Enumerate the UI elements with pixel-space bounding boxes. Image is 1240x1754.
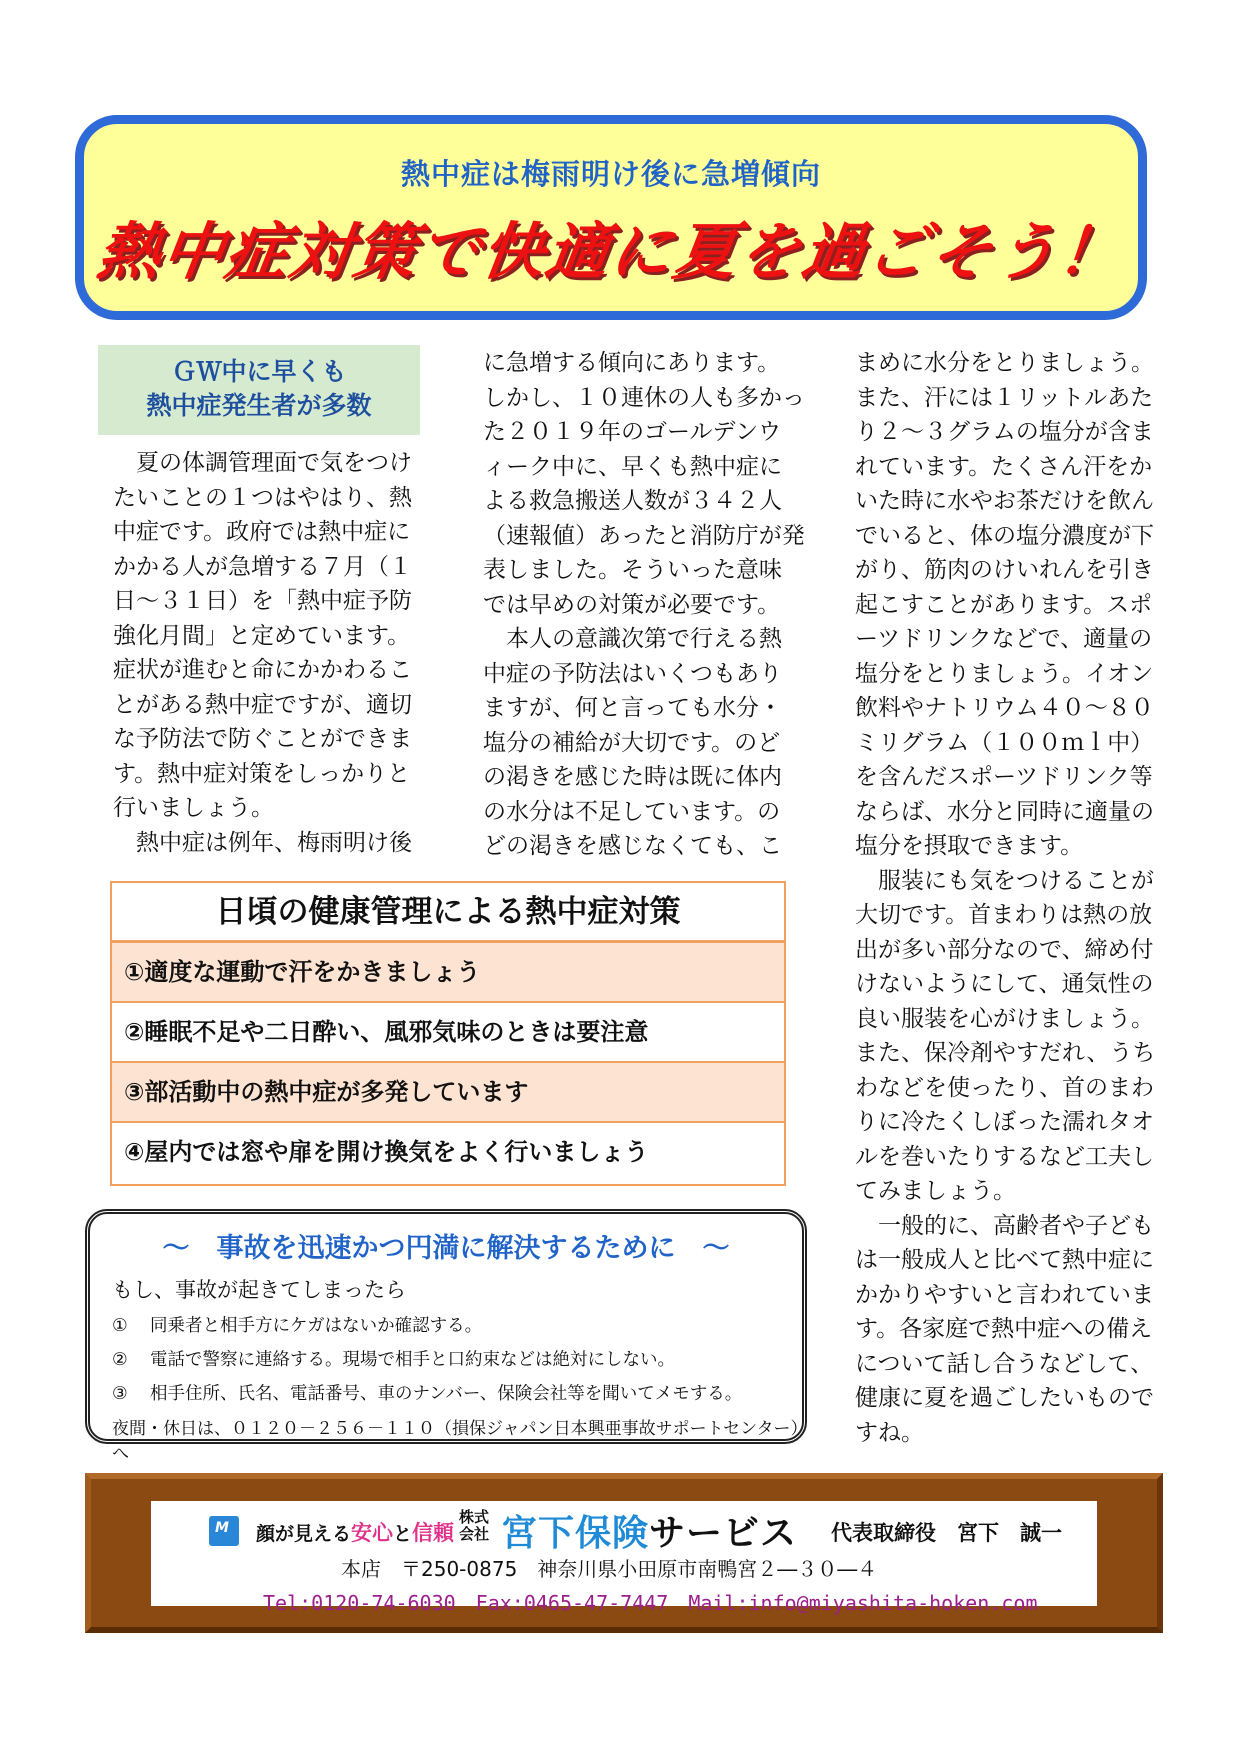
slogan-to: と: [393, 1523, 413, 1545]
article-line: た２０１９年のゴールデンウ: [483, 419, 782, 445]
article-line: けないようにして、通気性の: [855, 971, 1154, 997]
article-line: 一般的に、高齢者や子ども: [855, 1212, 1154, 1239]
article-line: でいると、体の塩分濃度が下: [855, 522, 1154, 549]
section-heading: [98, 345, 420, 435]
company-name-b: サービス: [649, 1513, 798, 1554]
banner-subtitle: 熱中症は梅雨明け後に急増傾向: [400, 157, 821, 191]
article-line: れています。たくさん汗をか: [855, 453, 1153, 480]
accident-step: [112, 1346, 675, 1371]
article-line: 健康に夏を過ごしたいもので: [855, 1385, 1154, 1411]
slogan-shinrai: 信頼: [412, 1521, 455, 1545]
kabushiki-bottom: 会社: [458, 1525, 489, 1543]
article-line: （速報値）あったと消防庁が発: [483, 522, 805, 549]
accident-box: [85, 1209, 807, 1464]
article-line: よる救急搬送人数が３４２人: [483, 488, 782, 514]
article-line: 服装にも気をつけることが: [855, 867, 1154, 894]
article-line: 出が多い部分なので、締め付: [855, 936, 1154, 963]
article-line: 飲料やナトリウム４０～８０: [855, 695, 1154, 721]
article-column-3: [855, 346, 1173, 1450]
article-line: どの渇きを感じなくても、こ: [483, 833, 782, 859]
banner-title: 熱中症対策で快適に夏を過ごそう！: [93, 215, 1128, 288]
article-line: 中症です。政府では熱中症に: [113, 519, 411, 545]
article-line: また、汗には１リットルあた: [855, 384, 1154, 411]
article-line: は一般成人と比べて熱中症に: [855, 1247, 1154, 1273]
accident-step-text: 相手住所、氏名、電話番号、車のナンバー、保険会社等を聞いてメモする。: [150, 1384, 743, 1404]
slogan: [256, 1517, 454, 1547]
article-line: に急増する傾向にあります。: [483, 350, 781, 376]
accident-box-title: ～ 事故を迅速かつ円満に解決するために ～: [162, 1233, 730, 1264]
article-line: ルを巻いたりするなど工夫し: [855, 1143, 1154, 1170]
accident-step: [112, 1380, 742, 1405]
article-line: 起こすことがあります。スポ: [855, 591, 1153, 618]
representative: 代表取締役 宮下 誠一: [831, 1521, 1062, 1545]
accident-box-intro: もし、事故が起きてしまったら: [112, 1278, 406, 1302]
article-line: 症状が進むと命にかかわるこ: [113, 657, 412, 683]
company-logo-icon: M: [209, 1516, 239, 1546]
article-line: について話し合うなどして、: [855, 1350, 1154, 1377]
accident-step-text: 同乗者と相手方にケガはないか確認する。: [150, 1316, 483, 1336]
article-line: 熱中症は例年、梅雨明け後: [113, 829, 412, 856]
header-banner: [75, 115, 1147, 320]
article-line: とがある熱中症ですが、適切: [113, 691, 412, 718]
article-column-1: [113, 446, 431, 860]
article-line: す。熱中症対策をしっかりと: [113, 760, 411, 787]
article-line: の水分は不足しています。の: [483, 798, 781, 825]
article-line: てみましょう。: [855, 1178, 1016, 1204]
company-name-a: 宮下保険: [501, 1513, 650, 1554]
accident-step-number: ②: [112, 1350, 128, 1370]
article-line: ィーク中に、早くも熱中症に: [483, 453, 782, 480]
article-line: 表しました。そういった意味: [483, 557, 782, 583]
article-line: 中症の予防法はいくつもあり: [483, 660, 782, 687]
article-line: りに冷たくしぼった濡れタオ: [855, 1109, 1154, 1135]
article-line: また、保冷剤やすだれ、うち: [855, 1040, 1156, 1066]
article-line: しかし、１０連休の人も多かっ: [483, 384, 805, 411]
article-line: すね。: [855, 1419, 924, 1446]
article-line: ますが、何と言っても水分・: [483, 695, 782, 721]
slogan-pre: 顔が見える: [256, 1523, 352, 1545]
article-line: 強化月間」と定めています。: [113, 622, 411, 649]
health-table-row: ①適度な運動で汗をかきましょう: [112, 943, 784, 1003]
article-line: な予防法で防ぐことができま: [113, 726, 412, 752]
accident-step-number: ①: [112, 1316, 128, 1336]
article-line: 夏の体調管理面で気をつけ: [113, 450, 412, 476]
article-line: す。各家庭で熱中症への備え: [855, 1316, 1153, 1342]
accident-step: [112, 1312, 482, 1337]
article-line: 良い服装を心がけましょう。: [855, 1005, 1154, 1032]
health-table: [110, 881, 786, 1186]
article-line: 塩分の補給が大切です。のど: [483, 729, 781, 756]
footer: [85, 1473, 1163, 1633]
article-column-2: [483, 346, 805, 864]
article-line: の渇きを感じた時は既に体内: [483, 764, 782, 790]
article-line: いた時に水やお茶だけを飲ん: [855, 488, 1154, 514]
accident-note: 夜間・休日は、０１２０－２５６－１１０（損保ジャパン日本興亜事故サポートセンター）へ: [112, 1419, 799, 1464]
article-line: 行いましょう。: [113, 795, 274, 821]
article-line: かかる人が急増する７月（１: [113, 553, 412, 580]
kabushiki-kaisha: [454, 1509, 494, 1543]
article-line: では早めの対策が必要です。: [483, 591, 781, 618]
article-line: 塩分を摂取できます。: [855, 833, 1084, 859]
company-name: [501, 1505, 797, 1556]
kabushiki-top: 株式: [458, 1508, 489, 1526]
health-table-row: ④屋内では窓や扉を開け換気をよく行いましょう: [124, 1138, 649, 1166]
article-line: 日～３１日）を「熱中症予防: [113, 588, 412, 614]
health-table-row: ③部活動中の熱中症が多発しています: [112, 1063, 784, 1123]
health-table-title: 日頃の健康管理による熱中症対策: [112, 883, 784, 943]
article-line: かかりやすいと言われていま: [855, 1281, 1154, 1308]
accident-step-text: 電話で警察に連絡する。現場で相手と口約束などは絶対にしない。: [150, 1350, 675, 1370]
section-heading-line2: 熱中症発生者が多数: [146, 391, 372, 420]
article-line: まめに水分をとりましょう。: [855, 350, 1154, 376]
accident-step-number: ③: [112, 1384, 128, 1404]
article-line: たいことの１つはやはり、熱: [113, 484, 412, 511]
article-line: ならば、水分と同時に適量の: [855, 798, 1154, 825]
slogan-anshin: 安心: [351, 1521, 394, 1545]
article-line: 塩分をとりましょう。イオン: [855, 660, 1154, 687]
article-line: わなどを使ったり、首のまわ: [855, 1074, 1154, 1101]
article-line: を含んだスポーツドリンク等: [855, 764, 1153, 790]
article-line: り２～３グラムの塩分が含ま: [855, 419, 1154, 445]
article-line: がり、筋肉のけいれんを引き: [855, 557, 1154, 583]
article-line: 本人の意識次第で行える熱: [483, 626, 782, 652]
address: 本店 〒250-0875 神奈川県小田原市南鴨宮２―３０―４: [341, 1557, 878, 1581]
article-line: ミリグラム（１００ｍｌ中）: [855, 729, 1154, 756]
article-line: ーツドリンクなどで、適量の: [855, 626, 1153, 652]
health-table-row: ②睡眠不足や二日酔い、風邪気味のときは要注意: [112, 1003, 784, 1063]
contact-info: Tel:0120-74-6030 Fax:0465-47-7447 Mail:info@miyashita-hoken.com: [263, 1591, 1038, 1615]
section-heading-line1: ＧＷ中に早くも: [171, 357, 347, 386]
article-line: 大切です。首まわりは熱の放: [855, 902, 1153, 928]
